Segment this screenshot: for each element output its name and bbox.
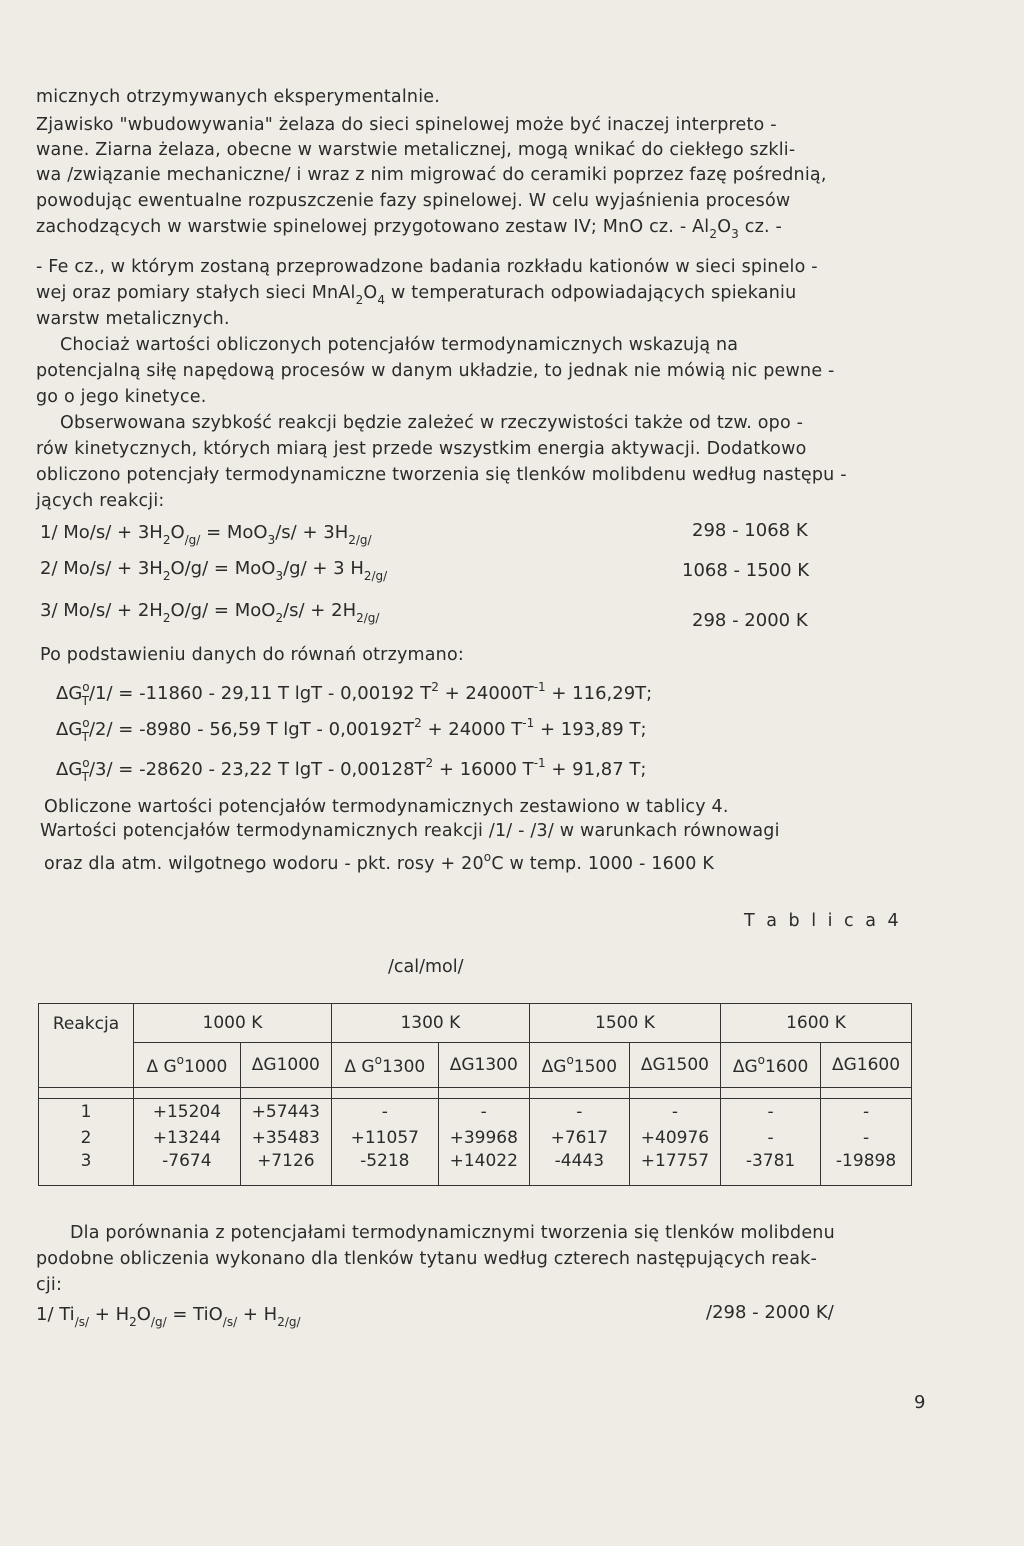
temp-header: 1500 K <box>529 1004 720 1043</box>
equation-part: O/g/ <box>170 558 209 579</box>
text-line: oraz dla atm. wilgotnego wodoru - pkt. rosy + $20^oC$ w temp. 1000 - 1600 K <box>44 850 715 874</box>
text-fragment: C w temp. 1000 - 1600 K <box>491 854 715 874</box>
sub-header-text: 1300 <box>474 1055 518 1075</box>
equation-part: 2/g/ <box>356 611 380 625</box>
table-cell: -7674 <box>134 1151 241 1186</box>
reaction-equation: 1/ $Mo/s/ + 3H_2O_{/g/} = MoO_3/s/ + 3H_{2/g/}$ <box>40 522 372 547</box>
text-fragment: cz. - <box>744 217 783 237</box>
equation-part: + 91,87 T; <box>545 759 647 780</box>
equation-part: 2/g/ <box>277 1315 301 1329</box>
temperature-range: 1068 - 1500 K <box>682 560 810 581</box>
equation-part: 2 <box>129 1315 137 1329</box>
equation-part: /1/ = <box>88 683 134 704</box>
sub-header: ΔG1500 <box>629 1043 720 1088</box>
sub-header: Δ $G^o1000$ <box>134 1043 241 1088</box>
equation-part: = MoO <box>213 558 276 579</box>
temp-header: 1300 K <box>331 1004 529 1043</box>
reaction-equation: 2/ $Mo/s/ + 3H_2O/g/ = MoO_3/g/ + 3$ $H_{2/g/}$ <box>40 558 388 583</box>
equation-part: /s/ <box>222 1315 238 1329</box>
equation-part: /s/ + 3H <box>275 522 349 543</box>
table-cell: -19898 <box>821 1151 912 1186</box>
equation-part: /s/ + 2H <box>283 600 357 621</box>
table-cell: - <box>821 1099 912 1126</box>
text-line: podobne obliczenia wykonano dla tlenków tytanu według czterech następujących reak- <box>36 1249 818 1269</box>
equation-part: = TiO <box>172 1304 223 1325</box>
text-line: Po podstawieniu danych do równań otrzymano: <box>40 645 464 665</box>
equation-part: /g/ + 3 H <box>283 558 364 579</box>
sub-header: ΔG1300 <box>438 1043 529 1088</box>
text-line: Chociaż wartości obliczonych potencjałów termodynamicznych wskazują na <box>60 335 739 355</box>
sub-header: $\Delta G^o1600$ <box>721 1043 821 1088</box>
text-line: Obliczone wartości potencjałów termodynamicznych zestawiono w tablicy 4. <box>44 797 729 817</box>
equation-part: 2/g/ <box>348 533 372 547</box>
equation-part: O <box>170 522 185 543</box>
table-cell: - <box>529 1099 629 1126</box>
sub-header-text: 1500 <box>573 1057 618 1077</box>
text-line: rów kinetycznych, których miarą jest przede wszystkim energia aktywacji. Dodatkowo <box>36 439 807 459</box>
text-line: cji: <box>36 1275 63 1295</box>
table-cell: - <box>629 1099 720 1126</box>
sub-header: ΔG1600 <box>821 1043 912 1088</box>
equation-part: -11860 - 29,11 T lgT - 0,00192 T <box>139 683 432 704</box>
equation-part: + 116,29T; <box>545 683 653 704</box>
text-line: zachodzących w warstwie spinelowej przygotowano zestaw IV; MnO cz. - $Al_2O_3$ cz. - <box>36 217 783 241</box>
equation-part: /g/ <box>150 1315 167 1329</box>
table-cell: +35483 <box>240 1125 331 1151</box>
equation-part: /s/ <box>74 1315 90 1329</box>
text-line: wa /związanie mechaniczne/ i wraz z nim migrować do ceramiki poprzez fazę pośrednią, <box>36 165 827 185</box>
equation-part: O <box>136 1304 151 1325</box>
table-cell: - <box>438 1099 529 1126</box>
page-number: 9 <box>914 1392 926 1413</box>
text-fragment: zachodzących w warstwie spinelowej przygotowano zestaw IV; MnO cz. - Al <box>36 217 710 237</box>
equation-part: + H <box>242 1304 278 1325</box>
table-cell: -4443 <box>529 1151 629 1186</box>
equation-part: = MoO <box>213 600 276 621</box>
reaction-equation <box>36 1304 301 1329</box>
text-line: Dla porównania z potencjałami termodynamicznymi tworzenia się tlenków molibdenu <box>70 1223 835 1243</box>
sub-header-text: 1000 <box>184 1057 228 1077</box>
col-header-reaction: Reakcja <box>39 1004 134 1088</box>
sub-header-text: 1000 <box>276 1055 320 1075</box>
sub-header-text: 1600 <box>856 1055 901 1075</box>
equation-part: + 16000 T <box>433 759 534 780</box>
table-cell: +17757 <box>629 1151 720 1186</box>
table-cell: +11057 <box>331 1125 438 1151</box>
text-line: wane. Ziarna żelaza, obecne w warstwie metalicznej, mogą wnikać do ciekłego szkli- <box>36 140 796 160</box>
equation-part: 1/ Mo/s/ + 3H <box>40 522 163 543</box>
gibbs-equation: $\Delta G^o_T/3/ = -28620 - 23,22$ T $\lg T - 0,00128T^2 + 16000$ $T^{-1} + 91,87$ T; <box>56 756 647 784</box>
text-fragment: w temperaturach odpowiadających spiekaniu <box>391 283 797 303</box>
table-row <box>39 1151 912 1186</box>
table-cell: +7617 <box>529 1125 629 1151</box>
thermo-table <box>38 1003 912 1186</box>
table-row <box>39 1099 912 1126</box>
gibbs-equation: $\Delta G^o_T/1/ = -11860 - 29,11$ T lgT - 0,00192 $T^2 + 24000T^{-1} + 116,29T$; <box>56 680 653 708</box>
equation-part: + 24000T <box>438 683 534 704</box>
table-cell: - <box>331 1099 438 1126</box>
text-line: powodując ewentualne rozpuszczenie fazy spinelowej. W celu wyjaśnienia procesów <box>36 191 791 211</box>
sub-header-text: 1300 <box>381 1057 426 1077</box>
temperature-range: 298 - 1068 K <box>692 520 808 541</box>
equation-part: /2/ = <box>88 719 134 740</box>
sub-header: $\Delta G^o1500$ <box>529 1043 629 1088</box>
equation-part: 1/ Ti <box>36 1304 75 1325</box>
text-line: potencjalną siłę napędową procesów w danym układzie, to jednak nie mówią nic pewne - <box>36 361 835 381</box>
temp-header: 1000 K <box>134 1004 332 1043</box>
equation-part: + 24000 T <box>421 719 523 740</box>
equation-part: /3/ = <box>88 759 134 780</box>
table-cell: +40976 <box>629 1125 720 1151</box>
table-cell: - <box>721 1099 821 1126</box>
table-cell: +39968 <box>438 1125 529 1151</box>
temp-header: 1600 K <box>721 1004 912 1043</box>
equation-part: 2/g/ <box>363 569 388 583</box>
temperature-range: 298 - 2000 K <box>692 610 808 631</box>
sub-header-text: 1600 <box>765 1057 809 1077</box>
equation-part: /g/ <box>184 533 201 547</box>
text-line: jących reakcji: <box>36 491 165 511</box>
sub-header-text: 1500 <box>665 1055 709 1075</box>
table-caption: T a b l i c a 4 <box>744 911 902 931</box>
table-cell: -3781 <box>721 1151 821 1186</box>
equation-part: -28620 - 23,22 T lgT - 0,00128T <box>139 759 426 780</box>
table-units: /cal/mol/ <box>388 957 464 977</box>
equation-part: O/g/ <box>170 600 209 621</box>
table-cell: - <box>721 1125 821 1151</box>
text-line: Obserwowana szybkość reakcji będzie zależeć w rzeczywistości także od tzw. opo - <box>60 413 804 433</box>
temperature-range: /298 - 2000 K/ <box>706 1302 834 1323</box>
text-line: warstw metalicznych. <box>36 309 230 329</box>
text-line: - Fe cz., w którym zostaną przeprowadzone badania rozkładu kationów w sieci spinelo - <box>36 257 818 277</box>
table-cell: 1 <box>39 1099 134 1126</box>
equation-part: = MoO <box>206 522 268 543</box>
table-cell: 3 <box>39 1151 134 1186</box>
sub-header: Δ $G^o1300$ <box>331 1043 438 1088</box>
table-row <box>39 1125 912 1151</box>
reaction-equation: 3/ $Mo/s/ + 2H_2O/g/ = MoO_2/s/ + 2H_{2/g/}$ <box>40 600 380 625</box>
equation-part: 2/ Mo/s/ + 3H <box>40 558 163 579</box>
table-cell: 2 <box>39 1125 134 1151</box>
table-cell: +7126 <box>240 1151 331 1186</box>
text-line: Zjawisko "wbudowywania" żelaza do sieci spinelowej może być inaczej interpreto - <box>36 115 777 135</box>
table-cell: +57443 <box>240 1099 331 1126</box>
equation-part: -8980 - 56,59 T lgT - 0,00192T <box>139 719 415 740</box>
text-line: micznych otrzymywanych eksperymentalnie. <box>36 87 440 107</box>
table-cell: +13244 <box>134 1125 241 1151</box>
text-line: obliczono potencjały termodynamiczne tworzenia się tlenków molibdenu według następu - <box>36 465 847 485</box>
text-fragment: wej oraz pomiary stałych sieci MnAl <box>36 283 356 303</box>
table-cell: - <box>821 1125 912 1151</box>
equation-part: + H <box>94 1304 130 1325</box>
text-line: wej oraz pomiary stałych sieci $MnAl_2O_4$ w temperaturach odpowiadających spiekaniu <box>36 283 797 307</box>
table-cell: -5218 <box>331 1151 438 1186</box>
text-line: Wartości potencjałów termodynamicznych reakcji /1/ - /3/ w warunkach równowagi <box>40 821 780 841</box>
table-cell: +15204 <box>134 1099 241 1126</box>
sub-header: ΔG1000 <box>240 1043 331 1088</box>
equation-part: 3/ Mo/s/ + 2H <box>40 600 163 621</box>
table-cell: +14022 <box>438 1151 529 1186</box>
text-fragment: oraz dla atm. wilgotnego wodoru - pkt. rosy + 20 <box>44 854 484 874</box>
gibbs-equation: $\Delta G^o_T/2/ = -8980 - 56,59$ T $\lg T - 0,00192T^2 + 24000$ $T^{-1} + 193,89$ T; <box>56 716 647 744</box>
equation-part: + 193,89 T; <box>534 719 647 740</box>
text-line: go o jego kinetyce. <box>36 387 207 407</box>
